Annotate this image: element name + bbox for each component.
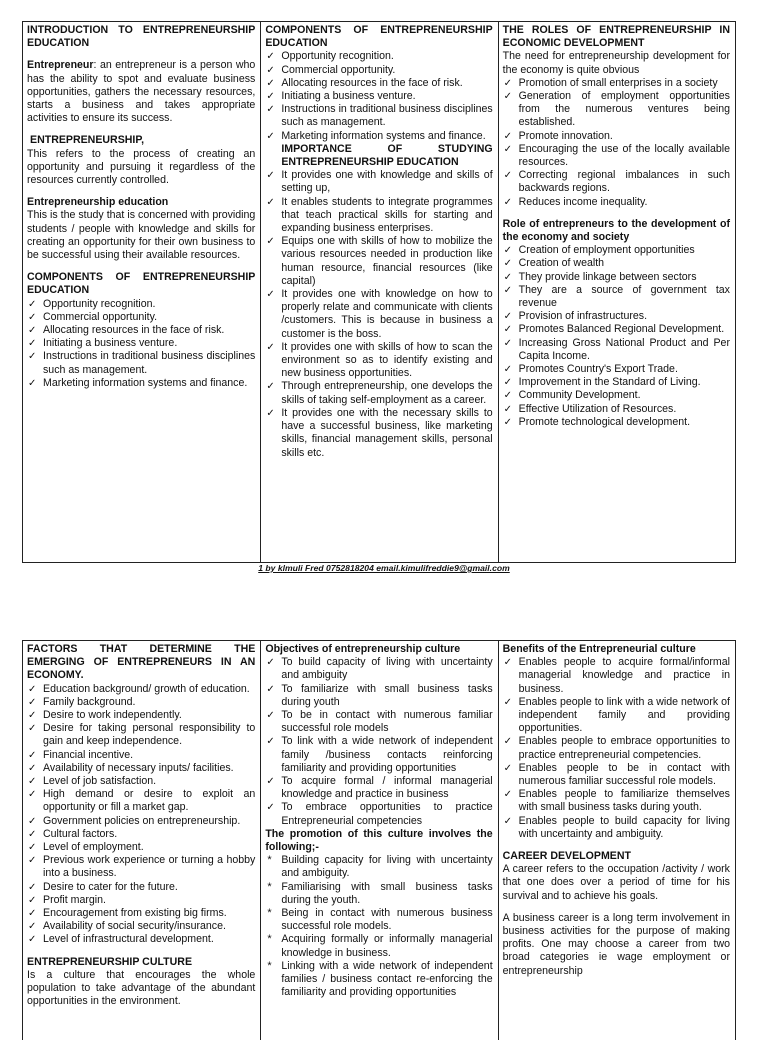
list-item: ✓ Creation of employment opportunities: [503, 244, 730, 257]
roles-heading: THE ROLES OF ENTREPRENEURSHIP IN ECONOMIC DEVELOPMENT: [502, 24, 730, 50]
career-definition: A career refers to the occupation /activity / work that one does over a period of time for his survival and to achieve his goals.: [502, 863, 730, 902]
list-item: ✓ Initiating a business venture.: [27, 337, 255, 350]
entrepreneurship-definition: This refers to the process of creating an opportunity and pursuing it regardless of the resources currently controlled.: [27, 147, 256, 187]
list-item: ✓ Level of infrastructural development.: [27, 933, 255, 946]
list-item: * Being in contact with numerous business successful role models.: [265, 907, 492, 933]
list-item: ✓ Enables people to acquire formal/informal managerial knowledge and practice in business.: [503, 656, 730, 696]
list-item: ✓ Commercial opportunity.: [27, 311, 255, 324]
page1-table: [22, 21, 736, 563]
list-item: ✓ Government policies on entrepreneurship.: [27, 815, 255, 828]
role-entrepreneurs-list: [503, 244, 730, 429]
list-item: ✓ Previous work experience or turning a hobby into a business.: [27, 854, 255, 880]
components-heading-middle: COMPONENTS OF ENTREPRENEURSHIP EDUCATION: [265, 24, 493, 50]
list-item: ✓ Level of employment.: [27, 841, 255, 854]
list-item: ✓ Promotes Country's Export Trade.: [503, 363, 730, 376]
list-item: ✓ To build capacity of living with uncertainty and ambiguity: [265, 656, 492, 682]
list-item: ✓ Increasing Gross National Product and Per Capita Income.: [503, 337, 730, 363]
list-item: ✓ Opportunity recognition.: [27, 298, 255, 311]
importance-heading: IMPORTANCE OF STUDYING ENTREPRENEURSHIP EDUCATION: [281, 142, 493, 169]
list-item: ✓ Allocating resources in the face of risk.: [27, 324, 255, 337]
entrepreneur-term: Entrepreneur: [27, 59, 94, 72]
list-item: ✓ They are a source of government tax revenue: [503, 284, 730, 310]
list-item: ✓ Availability of necessary inputs/ facilities.: [27, 762, 255, 775]
list-item: ✓ Encouraging the use of the locally available resources.: [503, 143, 730, 169]
list-item: ✓ To be in contact with numerous familiar successful role models: [265, 709, 492, 735]
list-item: ✓ Allocating resources in the face of risk.: [265, 77, 492, 90]
culture-heading: ENTREPRENEURSHIP CULTURE: [27, 955, 193, 968]
education-heading: Entrepreneurship education: [27, 196, 169, 209]
list-item: ✓ It provides one with skills of how to scan the environment so as to identify existing and new business opportunities.: [265, 341, 492, 381]
entrepreneur-definition: [27, 59, 255, 125]
components-list-left: [27, 298, 255, 390]
list-item: ✓ Promote innovation.: [503, 130, 730, 143]
list-item: * Acquiring formally or informally managerial knowledge in business.: [265, 933, 492, 959]
list-item: ✓ Improvement in the Standard of Living.: [503, 376, 730, 389]
list-item: ✓ Enables people to be in contact with numerous familiar successful role models.: [503, 762, 730, 788]
list-item: ✓ Enables people to embrace opportunities to practice entrepreneurial competencies.: [503, 735, 730, 761]
roles-list: [503, 77, 730, 209]
factors-list: [27, 683, 255, 947]
factors-heading: FACTORS THAT DETERMINE THE EMERGING OF ENTREPRENEURS IN AN ECONOMY.: [27, 643, 256, 682]
list-item: ✓ Promotes Balanced Regional Development.: [503, 323, 730, 336]
page2-col-benefits: [499, 641, 735, 1040]
list-item: ✓ Creation of wealth: [503, 257, 730, 270]
page-footer: 1 by klmuli Fred 0752818204 email.kimulifreddie9@gmail.com: [258, 563, 510, 573]
objectives-heading: Objectives of entrepreneurship culture: [265, 643, 461, 655]
list-item: ✓ Promotion of small enterprises in a society: [503, 77, 730, 90]
list-item: ✓ Desire to cater for the future.: [27, 881, 255, 894]
list-item: ✓ Education background/ growth of education.: [27, 683, 255, 696]
list-item: ✓ To link with a wide network of independent family /business contacts reinforcing familiarity and providing opportunities: [265, 735, 492, 775]
list-item: ✓ Instructions in traditional business disciplines such as management.: [27, 350, 255, 376]
intro-heading: INTRODUCTION TO ENTREPRENEURSHIP EDUCATION: [27, 24, 256, 50]
list-item: ✓ Through entrepreneurship, one develops the skills of taking self-employment as a career.: [265, 380, 492, 406]
list-item: ✓ Reduces income inequality.: [503, 196, 730, 209]
list-item: ✓ Enables people to build capacity for living with uncertainty and ambiguity.: [503, 815, 730, 841]
components-heading-left: COMPONENTS OF ENTREPRENEURSHIP EDUCATION: [27, 271, 256, 297]
list-item: ✓ Commercial opportunity.: [265, 64, 492, 77]
entrepreneur-def-text: : an entrepreneur is a person who has the ability to spot and evaluate business opportunities, gathers the necessary resources, starts a business and takes appropriate activities to ensure its success.: [27, 59, 256, 125]
page2-table: [22, 640, 736, 1040]
list-item: ✓ Desire for taking personal responsibility to gain and keep independence.: [27, 722, 255, 748]
components-list-middle: [265, 50, 492, 142]
page2-col-objectives: [261, 641, 498, 1040]
list-item: ✓ Provision of infrastructures.: [503, 310, 730, 323]
list-item: ✓ Level of job satisfaction.: [27, 775, 255, 788]
page1-col-roles: [499, 22, 735, 562]
list-item: ✓ To familiarize with small business tasks during youth: [265, 683, 492, 709]
list-item: ✓ Community Development.: [503, 389, 730, 402]
list-item: ✓ Encouragement from existing big firms.: [27, 907, 255, 920]
list-item: ✓ Promote technological development.: [503, 416, 730, 429]
page1-col-components: [261, 22, 498, 562]
list-item: ✓ They provide linkage between sectors: [503, 271, 730, 284]
list-item: ✓ Marketing information systems and finance.: [27, 377, 255, 390]
list-item: ✓ High demand or desire to exploit an opportunity or fill a market gap.: [27, 788, 255, 814]
list-item: ✓ It provides one with knowledge on how to properly relate and communicate with clients /customers. This is because in business a customer is the boss.: [265, 288, 492, 341]
list-item: ✓ Correcting regional imbalances in such backwards regions.: [503, 169, 730, 195]
list-item: ✓ It provides one with the necessary skills to have a successful business, like marketing skills, financial management skills, personal skills etc.: [265, 407, 492, 460]
list-item: ✓ To acquire formal / informal managerial knowledge and practice in business: [265, 775, 492, 801]
benefits-list: [503, 656, 730, 841]
list-item: ✓ Enables people to familiarize themselves with small business tasks during youth.: [503, 788, 730, 814]
list-item: ✓ Opportunity recognition.: [265, 50, 492, 63]
objectives-list: [265, 656, 492, 828]
list-item: ✓ Profit margin.: [27, 894, 255, 907]
page1-col-intro: [23, 22, 261, 562]
list-item: ✓ Generation of employment opportunities from the numerous ventures being established.: [503, 90, 730, 130]
list-item: ✓ Availability of social security/insurance.: [27, 920, 255, 933]
benefits-heading: Benefits of the Entrepreneurial culture: [502, 643, 696, 655]
role-entrepreneurs-heading: Role of entrepreneurs to the development of the economy and society: [502, 217, 730, 244]
list-item: * Familiarising with small business tasks during the youth.: [265, 881, 492, 907]
list-item: ✓ Equips one with skills of how to mobilize the various resources needed in production like human resource, financial resources (like capital): [265, 235, 492, 288]
promotion-list: [265, 854, 492, 999]
culture-definition: Is a culture that encourages the whole population to take advantage of the abundant opportunities in the environment.: [27, 968, 256, 1008]
list-item: ✓ Desire to work independently.: [27, 709, 255, 722]
business-career-definition: A business career is a long term involvement in business activities for the purpose of making profits. One may choose a career from two broad categories ie wage employment or entrepreneurship: [502, 911, 730, 977]
entrepreneurship-heading: ENTREPRENEURSHIP,: [30, 134, 145, 147]
list-item: ✓ Marketing information systems and finance.: [265, 130, 492, 143]
list-item: ✓ To embrace opportunities to practice Entrepreneurial competencies: [265, 801, 492, 827]
list-item: ✓ It provides one with knowledge and skills of setting up,: [265, 169, 492, 195]
importance-list: [265, 169, 492, 459]
list-item: * Building capacity for living with uncertainty and ambiguity.: [265, 854, 492, 880]
education-definition: This is the study that is concerned with providing students / people with knowledge and skills for creating an opportunity for their own business to be successful using their available resources.: [27, 209, 256, 262]
page2-col-factors: [23, 641, 261, 1040]
list-item: ✓ Enables people to link with a wide network of independent family and providing opportunities.: [503, 696, 730, 736]
list-item: ✓ Effective Utilization of Resources.: [503, 403, 730, 416]
list-item: ✓ Financial incentive.: [27, 749, 255, 762]
list-item: ✓ Cultural factors.: [27, 828, 255, 841]
list-item: ✓ Initiating a business venture.: [265, 90, 492, 103]
roles-intro: The need for entrepreneurship development for the economy is quite obvious: [502, 50, 730, 76]
promotion-heading: The promotion of this culture involves the following;-: [265, 827, 493, 854]
list-item: ✓ Instructions in traditional business disciplines such as management.: [265, 103, 492, 129]
career-heading: CAREER DEVELOPMENT: [502, 850, 631, 863]
list-item: * Linking with a wide network of independent families / business contact re-enforcing the familiarity and providing opportunities: [265, 960, 492, 1000]
list-item: ✓ Family background.: [27, 696, 255, 709]
list-item: ✓ It enables students to integrate programmes that teach practical skills for starting and expanding business enterprises.: [265, 196, 492, 236]
